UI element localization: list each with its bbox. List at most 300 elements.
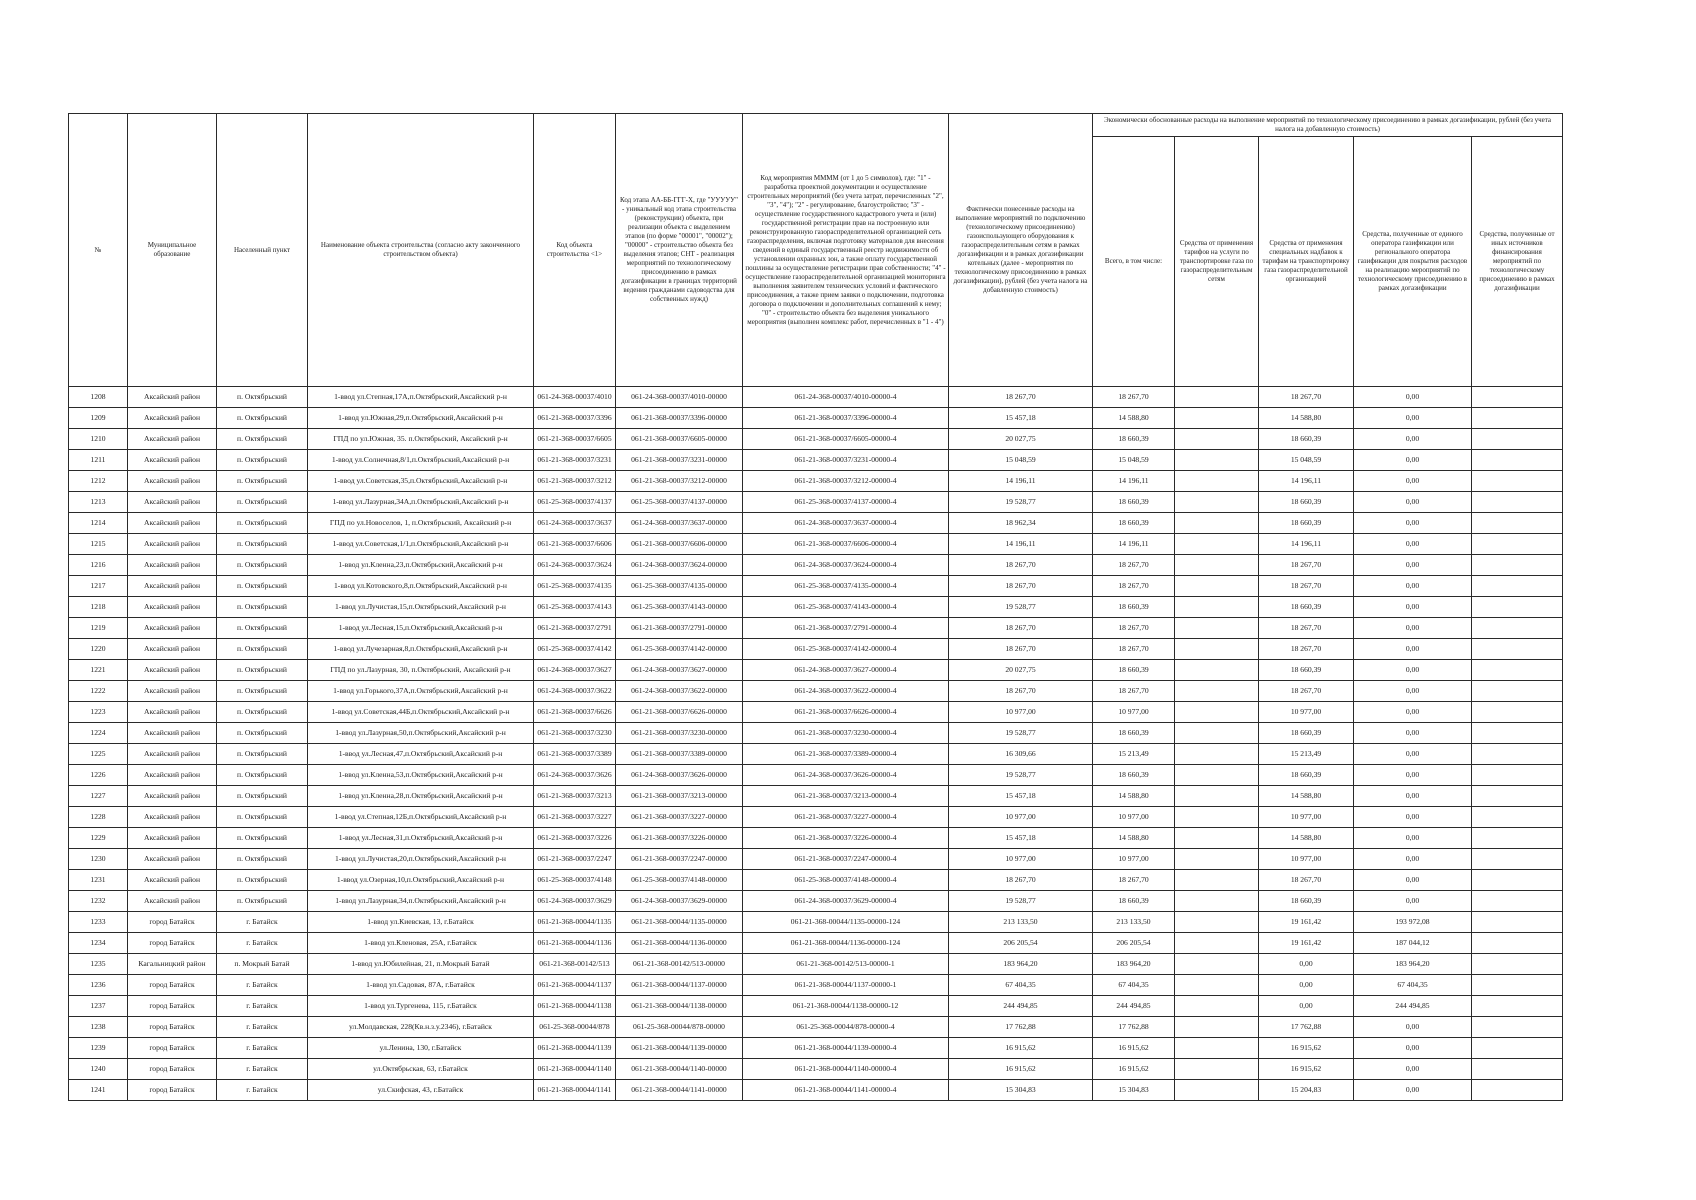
total-cell: 16 915,62 xyxy=(1093,1059,1175,1080)
other-sources-cell xyxy=(1472,1017,1563,1038)
report-table xyxy=(68,113,1563,1101)
municipality-cell: Аксайский район xyxy=(128,723,217,744)
object-code-cell: 061-21-368-00037/6626 xyxy=(534,702,616,723)
tariff-transport-cell xyxy=(1175,996,1259,1017)
total-cell: 18 267,70 xyxy=(1093,576,1175,597)
special-markups-cell: 18 660,39 xyxy=(1259,597,1354,618)
settlement-cell: г. Батайск xyxy=(217,1059,308,1080)
special-markups-cell: 14 588,80 xyxy=(1259,408,1354,429)
object-name-cell: 1-ввод ул.Лучезарная,8,п.Октябрьский,Аксайский р-н xyxy=(308,639,534,660)
tariff-transport-cell xyxy=(1175,597,1259,618)
object-name-cell: 1-ввод ул.Кленна,28,п.Октябрьский,Аксайский р-н xyxy=(308,786,534,807)
event-code-cell: 061-21-368-00037/3396-00000-4 xyxy=(743,408,949,429)
special-markups-cell: 14 196,11 xyxy=(1259,471,1354,492)
settlement-cell: п. Октябрьский xyxy=(217,387,308,408)
object-code-cell: 061-24-368-00037/3627 xyxy=(534,660,616,681)
table-body xyxy=(69,387,1563,1101)
single-operator-cell: 0,00 xyxy=(1354,534,1472,555)
single-operator-cell: 0,00 xyxy=(1354,681,1472,702)
settlement-cell: п. Октябрьский xyxy=(217,849,308,870)
stage-code-cell: 061-21-368-00044/1141-00000 xyxy=(616,1080,743,1101)
settlement-cell: г. Батайск xyxy=(217,1017,308,1038)
other-sources-cell xyxy=(1472,849,1563,870)
object-code-cell: 061-24-368-00037/3622 xyxy=(534,681,616,702)
event-code-cell: 061-21-368-00037/3213-00000-4 xyxy=(743,786,949,807)
object-code-cell: 061-25-368-00037/4135 xyxy=(534,576,616,597)
row-number: 1215 xyxy=(69,534,128,555)
total-cell: 18 660,39 xyxy=(1093,492,1175,513)
row-number: 1208 xyxy=(69,387,128,408)
header-single-operator: Средства, полученные от единого оператора газификации или регионального оператора газификации для покрытия расходов на реализацию мероприятий по технологическому присоединению в рамках догазификации xyxy=(1354,137,1472,387)
table-row xyxy=(69,1080,1563,1101)
special-markups-cell: 18 267,70 xyxy=(1259,576,1354,597)
special-markups-cell: 16 915,62 xyxy=(1259,1038,1354,1059)
municipality-cell: Аксайский район xyxy=(128,618,217,639)
special-markups-cell: 0,00 xyxy=(1259,996,1354,1017)
object-name-cell: 1-ввод ул.Кленовая, 25А, г.Батайск xyxy=(308,933,534,954)
event-code-cell: 061-24-368-00037/3626-00000-4 xyxy=(743,765,949,786)
object-code-cell: 061-21-368-00037/3227 xyxy=(534,807,616,828)
municipality-cell: город Батайск xyxy=(128,933,217,954)
other-sources-cell xyxy=(1472,828,1563,849)
actual-costs-cell: 15 457,18 xyxy=(949,828,1093,849)
special-markups-cell: 18 267,70 xyxy=(1259,555,1354,576)
settlement-cell: п. Октябрьский xyxy=(217,471,308,492)
other-sources-cell xyxy=(1472,471,1563,492)
event-code-cell: 061-24-368-00037/4010-00000-4 xyxy=(743,387,949,408)
total-cell: 18 660,39 xyxy=(1093,723,1175,744)
other-sources-cell xyxy=(1472,765,1563,786)
object-code-cell: 061-21-368-00044/1139 xyxy=(534,1038,616,1059)
row-number: 1233 xyxy=(69,912,128,933)
total-cell: 14 196,11 xyxy=(1093,471,1175,492)
row-number: 1224 xyxy=(69,723,128,744)
single-operator-cell: 187 044,12 xyxy=(1354,933,1472,954)
row-number: 1232 xyxy=(69,891,128,912)
special-markups-cell: 14 196,11 xyxy=(1259,534,1354,555)
table-row xyxy=(69,723,1563,744)
total-cell: 18 660,39 xyxy=(1093,891,1175,912)
event-code-cell: 061-24-368-00037/3624-00000-4 xyxy=(743,555,949,576)
total-cell: 16 915,62 xyxy=(1093,1038,1175,1059)
other-sources-cell xyxy=(1472,387,1563,408)
other-sources-cell xyxy=(1472,660,1563,681)
event-code-cell: 061-21-368-00044/1137-00000-1 xyxy=(743,975,949,996)
total-cell: 10 977,00 xyxy=(1093,807,1175,828)
actual-costs-cell: 19 528,77 xyxy=(949,765,1093,786)
settlement-cell: г. Батайск xyxy=(217,975,308,996)
tariff-transport-cell xyxy=(1175,828,1259,849)
settlement-cell: п. Октябрьский xyxy=(217,891,308,912)
object-name-cell: 1-ввод ул.Озерная,10,п.Октябрьский,Аксайский р-н xyxy=(308,870,534,891)
event-code-cell: 061-21-368-00037/3212-00000-4 xyxy=(743,471,949,492)
row-number: 1222 xyxy=(69,681,128,702)
object-name-cell: 1-ввод ул.Лесная,15,п.Октябрьский,Аксайский р-н xyxy=(308,618,534,639)
municipality-cell: Аксайский район xyxy=(128,870,217,891)
table-row xyxy=(69,513,1563,534)
stage-code-cell: 061-25-368-00037/4135-00000 xyxy=(616,576,743,597)
single-operator-cell: 67 404,35 xyxy=(1354,975,1472,996)
object-name-cell: 1-ввод ул.Кленна,53,п.Октябрьский,Аксайский р-н xyxy=(308,765,534,786)
total-cell: 14 588,80 xyxy=(1093,828,1175,849)
single-operator-cell: 0,00 xyxy=(1354,891,1472,912)
actual-costs-cell: 10 977,00 xyxy=(949,807,1093,828)
event-code-cell: 061-24-368-00037/3629-00000-4 xyxy=(743,891,949,912)
header-num: № xyxy=(69,114,128,387)
event-code-cell: 061-24-368-00037/3627-00000-4 xyxy=(743,660,949,681)
single-operator-cell: 0,00 xyxy=(1354,702,1472,723)
single-operator-cell: 0,00 xyxy=(1354,597,1472,618)
event-code-cell: 061-21-368-00037/6626-00000-4 xyxy=(743,702,949,723)
header-other-sources: Средства, полученные от иных источников финансирования мероприятий по технологическому присоединению в рамках догазификации xyxy=(1472,137,1563,387)
stage-code-cell: 061-21-368-00037/6626-00000 xyxy=(616,702,743,723)
tariff-transport-cell xyxy=(1175,429,1259,450)
header-stage-code: Код этапа АА-ББ-ГГГ-Х, где "УУУУУ" - уникальный код этапа строительства (реконструкции) объекта, при реализации объекта с выделением этапов (по форме "00001", "00002"); "00000" - строительство объекта без выделения этапов; СНТ - реализация мероприятий по технологическому присоединению в рамках догазификации в границах территорий ведения гражданами садоводства для собственных нужд) xyxy=(616,114,743,387)
tariff-transport-cell xyxy=(1175,555,1259,576)
actual-costs-cell: 67 404,35 xyxy=(949,975,1093,996)
header-object-code: Код объекта строительства <1> xyxy=(534,114,616,387)
special-markups-cell: 18 660,39 xyxy=(1259,513,1354,534)
row-number: 1217 xyxy=(69,576,128,597)
municipality-cell: город Батайск xyxy=(128,975,217,996)
single-operator-cell: 0,00 xyxy=(1354,408,1472,429)
row-number: 1229 xyxy=(69,828,128,849)
municipality-cell: Аксайский район xyxy=(128,450,217,471)
object-name-cell: 1-ввод ул.Степная,17А,п.Октябрьский,Аксайский р-н xyxy=(308,387,534,408)
other-sources-cell xyxy=(1472,492,1563,513)
row-number: 1236 xyxy=(69,975,128,996)
total-cell: 18 660,39 xyxy=(1093,513,1175,534)
object-code-cell: 061-24-368-00037/3637 xyxy=(534,513,616,534)
object-name-cell: ул.Скифская, 43, г.Батайск xyxy=(308,1080,534,1101)
stage-code-cell: 061-25-368-00044/878-00000 xyxy=(616,1017,743,1038)
single-operator-cell: 0,00 xyxy=(1354,828,1472,849)
municipality-cell: Аксайский район xyxy=(128,828,217,849)
actual-costs-cell: 18 962,34 xyxy=(949,513,1093,534)
settlement-cell: п. Октябрьский xyxy=(217,828,308,849)
object-name-cell: 1-ввод ул.Лучистая,20,п.Октябрьский,Аксайский р-н xyxy=(308,849,534,870)
tariff-transport-cell xyxy=(1175,492,1259,513)
total-cell: 18 267,70 xyxy=(1093,387,1175,408)
row-number: 1220 xyxy=(69,639,128,660)
event-code-cell: 061-21-368-00044/1136-00000-124 xyxy=(743,933,949,954)
header-municipality: Муниципальное образование xyxy=(128,114,217,387)
stage-code-cell: 061-21-368-00037/3230-00000 xyxy=(616,723,743,744)
actual-costs-cell: 213 133,50 xyxy=(949,912,1093,933)
row-number: 1212 xyxy=(69,471,128,492)
total-cell: 18 267,70 xyxy=(1093,681,1175,702)
other-sources-cell xyxy=(1472,933,1563,954)
row-number: 1225 xyxy=(69,744,128,765)
other-sources-cell xyxy=(1472,576,1563,597)
single-operator-cell: 0,00 xyxy=(1354,1059,1472,1080)
municipality-cell: город Батайск xyxy=(128,912,217,933)
settlement-cell: п. Октябрьский xyxy=(217,660,308,681)
actual-costs-cell: 10 977,00 xyxy=(949,849,1093,870)
header-group: Экономически обоснованные расходы на выполнение мероприятий по технологическому присоединению в рамках догазификации, рублей (без учета налога на добавленную стоимость) xyxy=(1093,114,1563,137)
stage-code-cell: 061-21-368-00037/3389-00000 xyxy=(616,744,743,765)
municipality-cell: Аксайский район xyxy=(128,681,217,702)
object-name-cell: 1-ввод ул.Солнечная,8/1,п.Октябрьский,Аксайский р-н xyxy=(308,450,534,471)
tariff-transport-cell xyxy=(1175,450,1259,471)
municipality-cell: Аксайский район xyxy=(128,660,217,681)
single-operator-cell: 0,00 xyxy=(1354,849,1472,870)
single-operator-cell: 0,00 xyxy=(1354,723,1472,744)
stage-code-cell: 061-21-368-00044/1139-00000 xyxy=(616,1038,743,1059)
single-operator-cell: 0,00 xyxy=(1354,450,1472,471)
actual-costs-cell: 14 196,11 xyxy=(949,534,1093,555)
stage-code-cell: 061-25-368-00037/4142-00000 xyxy=(616,639,743,660)
table-row xyxy=(69,408,1563,429)
object-name-cell: 1-ввод ул.Лазурная,34,п.Октябрьский,Аксайский р-н xyxy=(308,891,534,912)
event-code-cell: 061-25-368-00037/4135-00000-4 xyxy=(743,576,949,597)
table-row xyxy=(69,1017,1563,1038)
object-name-cell: 1-ввод ул.Кленна,23,п.Октябрьский,Аксайский р-н xyxy=(308,555,534,576)
total-cell: 206 205,54 xyxy=(1093,933,1175,954)
event-code-cell: 061-21-368-00044/1139-00000-4 xyxy=(743,1038,949,1059)
settlement-cell: п. Октябрьский xyxy=(217,534,308,555)
table-row xyxy=(69,912,1563,933)
other-sources-cell xyxy=(1472,807,1563,828)
municipality-cell: Аксайский район xyxy=(128,807,217,828)
object-code-cell: 061-21-368-00142/513 xyxy=(534,954,616,975)
total-cell: 14 588,80 xyxy=(1093,786,1175,807)
total-cell: 17 762,88 xyxy=(1093,1017,1175,1038)
table-row xyxy=(69,828,1563,849)
table-row xyxy=(69,870,1563,891)
row-number: 1211 xyxy=(69,450,128,471)
settlement-cell: п. Октябрьский xyxy=(217,492,308,513)
tariff-transport-cell xyxy=(1175,933,1259,954)
object-code-cell: 061-25-368-00037/4143 xyxy=(534,597,616,618)
municipality-cell: Аксайский район xyxy=(128,597,217,618)
tariff-transport-cell xyxy=(1175,723,1259,744)
object-name-cell: 1-ввод ул.Лазурная,34А,п.Октябрьский,Аксайский р-н xyxy=(308,492,534,513)
settlement-cell: г. Батайск xyxy=(217,1038,308,1059)
total-cell: 15 048,59 xyxy=(1093,450,1175,471)
other-sources-cell xyxy=(1472,534,1563,555)
stage-code-cell: 061-21-368-00037/3231-00000 xyxy=(616,450,743,471)
object-code-cell: 061-21-368-00037/3396 xyxy=(534,408,616,429)
object-code-cell: 061-21-368-00037/2791 xyxy=(534,618,616,639)
object-code-cell: 061-21-368-00037/3226 xyxy=(534,828,616,849)
other-sources-cell xyxy=(1472,1038,1563,1059)
total-cell: 18 660,39 xyxy=(1093,765,1175,786)
settlement-cell: п. Октябрьский xyxy=(217,618,308,639)
object-name-cell: 1-ввод ул.Советская,44Б,п.Октябрьский,Аксайский р-н xyxy=(308,702,534,723)
row-number: 1239 xyxy=(69,1038,128,1059)
header-row-top xyxy=(69,114,1563,137)
municipality-cell: Аксайский район xyxy=(128,555,217,576)
actual-costs-cell: 16 915,62 xyxy=(949,1038,1093,1059)
event-code-cell: 061-21-368-00037/2247-00000-4 xyxy=(743,849,949,870)
actual-costs-cell: 18 267,70 xyxy=(949,681,1093,702)
single-operator-cell: 193 972,08 xyxy=(1354,912,1472,933)
other-sources-cell xyxy=(1472,513,1563,534)
table-row xyxy=(69,996,1563,1017)
event-code-cell: 061-25-368-00037/4137-00000-4 xyxy=(743,492,949,513)
actual-costs-cell: 10 977,00 xyxy=(949,702,1093,723)
total-cell: 14 196,11 xyxy=(1093,534,1175,555)
single-operator-cell: 0,00 xyxy=(1354,576,1472,597)
municipality-cell: Аксайский район xyxy=(128,744,217,765)
stage-code-cell: 061-24-368-00037/3637-00000 xyxy=(616,513,743,534)
settlement-cell: п. Октябрьский xyxy=(217,870,308,891)
actual-costs-cell: 18 267,70 xyxy=(949,576,1093,597)
special-markups-cell: 17 762,88 xyxy=(1259,1017,1354,1038)
municipality-cell: город Батайск xyxy=(128,1017,217,1038)
actual-costs-cell: 206 205,54 xyxy=(949,933,1093,954)
object-code-cell: 061-24-368-00037/4010 xyxy=(534,387,616,408)
object-name-cell: 1-ввод ул.Степная,12Б,п.Октябрьский,Аксайский р-н xyxy=(308,807,534,828)
row-number: 1238 xyxy=(69,1017,128,1038)
table-row xyxy=(69,975,1563,996)
total-cell: 18 267,70 xyxy=(1093,639,1175,660)
other-sources-cell xyxy=(1472,597,1563,618)
table-row xyxy=(69,954,1563,975)
stage-code-cell: 061-25-368-00037/4148-00000 xyxy=(616,870,743,891)
event-code-cell: 061-21-368-00044/1135-00000-124 xyxy=(743,912,949,933)
table-row xyxy=(69,891,1563,912)
municipality-cell: Аксайский район xyxy=(128,576,217,597)
object-code-cell: 061-21-368-00044/1140 xyxy=(534,1059,616,1080)
row-number: 1221 xyxy=(69,660,128,681)
event-code-cell: 061-21-368-00044/1141-00000-4 xyxy=(743,1080,949,1101)
other-sources-cell xyxy=(1472,639,1563,660)
object-name-cell: 1-ввод ул.Котовского,8,п.Октябрьский,Аксайский р-н xyxy=(308,576,534,597)
other-sources-cell xyxy=(1472,996,1563,1017)
stage-code-cell: 061-21-368-00037/3213-00000 xyxy=(616,786,743,807)
total-cell: 183 964,20 xyxy=(1093,954,1175,975)
row-number: 1237 xyxy=(69,996,128,1017)
municipality-cell: Аксайский район xyxy=(128,765,217,786)
municipality-cell: Аксайский район xyxy=(128,534,217,555)
stage-code-cell: 061-21-368-00044/1135-00000 xyxy=(616,912,743,933)
total-cell: 18 267,70 xyxy=(1093,870,1175,891)
stage-code-cell: 061-21-368-00044/1138-00000 xyxy=(616,996,743,1017)
actual-costs-cell: 16 309,66 xyxy=(949,744,1093,765)
total-cell: 67 404,35 xyxy=(1093,975,1175,996)
object-name-cell: 1-ввод ул.Садовая, 87А, г.Батайск xyxy=(308,975,534,996)
special-markups-cell: 0,00 xyxy=(1259,975,1354,996)
other-sources-cell xyxy=(1472,429,1563,450)
event-code-cell: 061-21-368-00037/3231-00000-4 xyxy=(743,450,949,471)
table-row xyxy=(69,660,1563,681)
settlement-cell: г. Батайск xyxy=(217,912,308,933)
total-cell: 15 213,49 xyxy=(1093,744,1175,765)
tariff-transport-cell xyxy=(1175,618,1259,639)
stage-code-cell: 061-21-368-00037/6605-00000 xyxy=(616,429,743,450)
actual-costs-cell: 18 267,70 xyxy=(949,618,1093,639)
table-row xyxy=(69,765,1563,786)
object-name-cell: ул.Октябрьская, 63, г.Батайск xyxy=(308,1059,534,1080)
table-row xyxy=(69,387,1563,408)
actual-costs-cell: 16 915,62 xyxy=(949,1059,1093,1080)
special-markups-cell: 18 660,39 xyxy=(1259,723,1354,744)
object-name-cell: 1-ввод ул.Южная,29,п.Октябрьский,Аксайский р-н xyxy=(308,408,534,429)
row-number: 1209 xyxy=(69,408,128,429)
special-markups-cell: 18 267,70 xyxy=(1259,639,1354,660)
stage-code-cell: 061-21-368-00037/2791-00000 xyxy=(616,618,743,639)
single-operator-cell: 0,00 xyxy=(1354,471,1472,492)
tariff-transport-cell xyxy=(1175,681,1259,702)
tariff-transport-cell xyxy=(1175,387,1259,408)
total-cell: 18 660,39 xyxy=(1093,660,1175,681)
settlement-cell: п. Октябрьский xyxy=(217,702,308,723)
event-code-cell: 061-25-368-00037/4143-00000-4 xyxy=(743,597,949,618)
other-sources-cell xyxy=(1472,618,1563,639)
settlement-cell: п. Октябрьский xyxy=(217,744,308,765)
actual-costs-cell: 18 267,70 xyxy=(949,870,1093,891)
object-code-cell: 061-25-368-00044/878 xyxy=(534,1017,616,1038)
special-markups-cell: 0,00 xyxy=(1259,954,1354,975)
event-code-cell: 061-21-368-00037/3226-00000-4 xyxy=(743,828,949,849)
other-sources-cell xyxy=(1472,408,1563,429)
object-code-cell: 061-21-368-00044/1141 xyxy=(534,1080,616,1101)
total-cell: 14 588,80 xyxy=(1093,408,1175,429)
stage-code-cell: 061-25-368-00037/4137-00000 xyxy=(616,492,743,513)
tariff-transport-cell xyxy=(1175,786,1259,807)
tariff-transport-cell xyxy=(1175,513,1259,534)
actual-costs-cell: 20 027,75 xyxy=(949,660,1093,681)
settlement-cell: п. Октябрьский xyxy=(217,408,308,429)
single-operator-cell: 0,00 xyxy=(1354,1017,1472,1038)
total-cell: 213 133,50 xyxy=(1093,912,1175,933)
row-number: 1223 xyxy=(69,702,128,723)
tariff-transport-cell xyxy=(1175,807,1259,828)
header-object-name: Наименование объекта строительства (согласно акту законченного строительством объекта) xyxy=(308,114,534,387)
stage-code-cell: 061-25-368-00037/4143-00000 xyxy=(616,597,743,618)
single-operator-cell: 0,00 xyxy=(1354,807,1472,828)
table-row xyxy=(69,744,1563,765)
object-name-cell: 1-ввод ул.Юбилейная, 21, п.Мокрый Батай xyxy=(308,954,534,975)
settlement-cell: п. Октябрьский xyxy=(217,639,308,660)
actual-costs-cell: 18 267,70 xyxy=(949,555,1093,576)
settlement-cell: п. Октябрьский xyxy=(217,723,308,744)
table-row xyxy=(69,576,1563,597)
settlement-cell: п. Октябрьский xyxy=(217,555,308,576)
actual-costs-cell: 19 528,77 xyxy=(949,492,1093,513)
stage-code-cell: 061-24-368-00037/3624-00000 xyxy=(616,555,743,576)
row-number: 1219 xyxy=(69,618,128,639)
actual-costs-cell: 19 528,77 xyxy=(949,723,1093,744)
municipality-cell: Аксайский район xyxy=(128,786,217,807)
settlement-cell: п. Октябрьский xyxy=(217,807,308,828)
row-number: 1210 xyxy=(69,429,128,450)
special-markups-cell: 15 048,59 xyxy=(1259,450,1354,471)
object-code-cell: 061-21-368-00044/1136 xyxy=(534,933,616,954)
object-code-cell: 061-21-368-00044/1137 xyxy=(534,975,616,996)
object-code-cell: 061-25-368-00037/4142 xyxy=(534,639,616,660)
header-actual-costs: Фактически понесенные расходы на выполнение мероприятий по подключению (технологическому присоединению) газоиспользующего оборудования к газораспределительным сетям в рамках догазификации и в рамках догазификации котельных (далее - мероприятия по технологическому присоединению в рамках догазификации), рублей (без учета налога на добавленную стоимость) xyxy=(949,114,1093,387)
stage-code-cell: 061-21-368-00037/2247-00000 xyxy=(616,849,743,870)
actual-costs-cell: 18 267,70 xyxy=(949,639,1093,660)
tariff-transport-cell xyxy=(1175,702,1259,723)
tariff-transport-cell xyxy=(1175,954,1259,975)
object-name-cell: 1-ввод ул.Лесная,31,п.Октябрьский,Аксайский р-н xyxy=(308,828,534,849)
actual-costs-cell: 244 494,85 xyxy=(949,996,1093,1017)
row-number: 1231 xyxy=(69,870,128,891)
single-operator-cell: 0,00 xyxy=(1354,639,1472,660)
object-name-cell: 1-ввод ул.Киевская, 13, г.Батайск xyxy=(308,912,534,933)
header-settlement: Населенный пункт xyxy=(217,114,308,387)
table-row xyxy=(69,702,1563,723)
stage-code-cell: 061-21-368-00142/513-00000 xyxy=(616,954,743,975)
stage-code-cell: 061-21-368-00044/1140-00000 xyxy=(616,1059,743,1080)
municipality-cell: Аксайский район xyxy=(128,891,217,912)
table-row xyxy=(69,429,1563,450)
tariff-transport-cell xyxy=(1175,471,1259,492)
